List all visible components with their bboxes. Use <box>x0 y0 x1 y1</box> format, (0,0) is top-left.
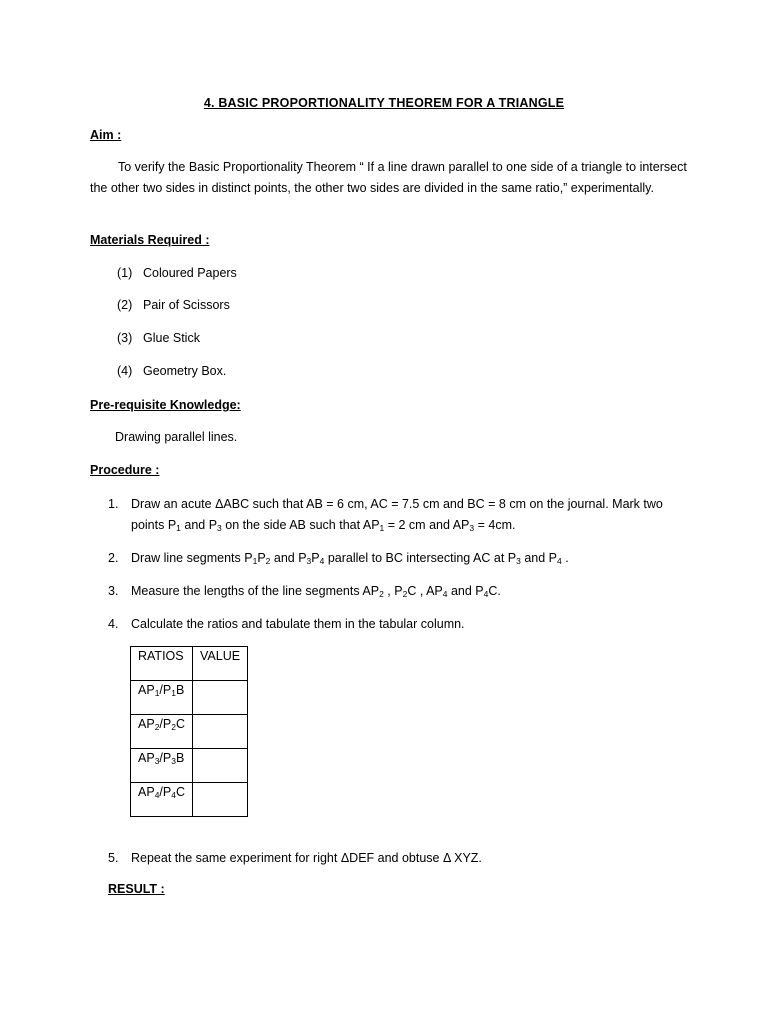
step-text: Repeat the same experiment for right ΔDEF and obtuse Δ XYZ. <box>131 851 482 865</box>
ratio-cell: $AP_2/P_2C$ <box>131 715 193 749</box>
table-row <box>131 749 248 783</box>
material-item-3 <box>117 331 200 345</box>
material-label: Pair of Scissors <box>143 298 230 312</box>
step-text: Calculate the ratios and tabulate them in the tabular column. <box>131 617 465 631</box>
ratio-cell: $AP_3/P_3B$ <box>131 749 193 783</box>
page-title: 4. BASIC PROPORTIONALITY THEOREM FOR A TRIANGLE <box>203 96 565 110</box>
table-row <box>131 681 248 715</box>
step-number: 4. <box>108 617 119 631</box>
material-num: (4) <box>117 364 133 378</box>
procedure-step-3 <box>108 581 688 602</box>
material-num: (1) <box>117 266 133 280</box>
ratios-table <box>130 646 248 817</box>
ratio-cell: $AP_1/P_1B$ <box>131 681 193 715</box>
material-item-4 <box>117 364 226 378</box>
aim-heading: Aim : <box>90 128 122 142</box>
material-num: (2) <box>117 298 133 312</box>
step-number: 3. <box>108 584 119 598</box>
material-label: Coloured Papers <box>143 266 237 280</box>
table-header-row <box>131 647 248 681</box>
material-item-2 <box>117 298 230 312</box>
ratio-cell: $AP_4/P_4C$ <box>131 783 193 817</box>
materials-heading: Materials Required : <box>90 233 210 247</box>
procedure-heading: Procedure : <box>90 463 160 477</box>
step-number: 5. <box>108 851 119 865</box>
material-item-1 <box>117 266 237 280</box>
material-num: (3) <box>117 331 133 345</box>
aim-text: To verify the Basic Proportionality Theorem “ If a line drawn parallel to one side of a triangle to intersect the other two sides in distinct points, the other two sides are divided in the same ratio,” experimentally. <box>90 160 687 195</box>
procedure-step-4 <box>108 614 688 635</box>
step-text: Draw an acute ΔABC such that AB = 6 cm, AC = 7.5 cm and BC = 8 cm on the journal. Mark two points $P_1$ and $P_3$ on the side AB such that $AP_1 = 2$ cm and $AP_3 = 4cm$. <box>131 497 663 533</box>
step-text: Draw line segments $P_1P_2$ and $P_3P_4$ parallel to BC intersecting AC at $P_3$ and $P_4$ . <box>131 551 569 566</box>
result-heading: RESULT : <box>108 882 165 896</box>
value-cell <box>193 681 248 715</box>
procedure-step-5 <box>108 848 688 869</box>
procedure-step-2 <box>108 548 688 569</box>
prerequisite-heading: Pre-requisite Knowledge: <box>90 398 241 412</box>
value-cell <box>193 749 248 783</box>
value-cell <box>193 715 248 749</box>
table-row <box>131 715 248 749</box>
table-header-value: VALUE <box>193 647 248 681</box>
material-label: Geometry Box. <box>143 364 227 378</box>
prerequisite-text: Drawing parallel lines. <box>115 430 238 444</box>
procedure-step-1 <box>108 494 688 536</box>
value-cell <box>193 783 248 817</box>
step-text: Measure the lengths of the line segments $AP_2$ , $P_2C$ , $AP_4$ and $P_4C$. <box>131 584 501 599</box>
step-number: 2. <box>108 551 119 565</box>
table-header-ratios: RATIOS <box>131 647 193 681</box>
table-row <box>131 783 248 817</box>
material-label: Glue Stick <box>143 331 200 345</box>
step-number: 1. <box>108 497 119 511</box>
